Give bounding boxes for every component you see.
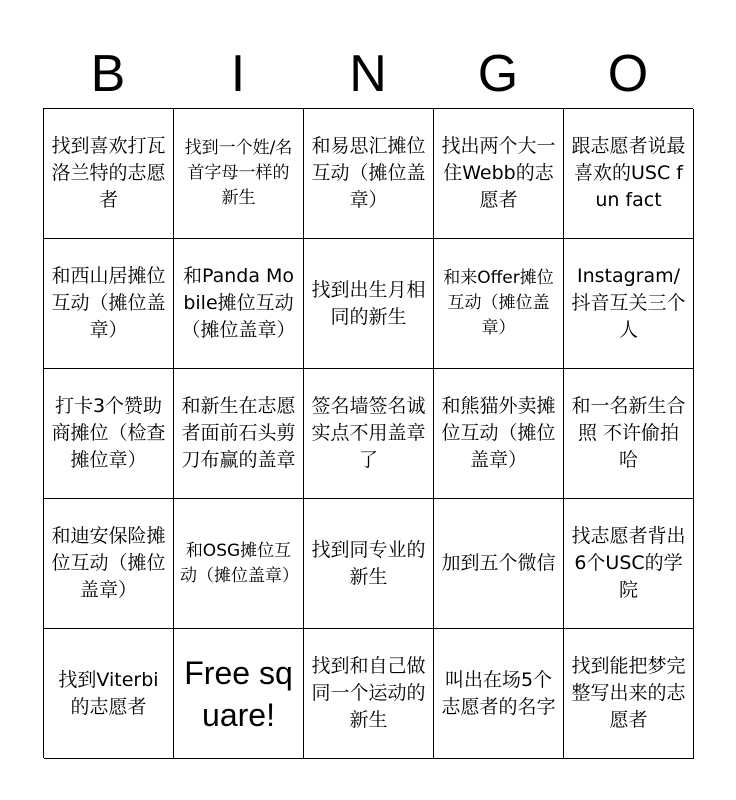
cell-text: 叫出在场5个志愿者的名字 (441, 668, 556, 718)
cell-text: 和迪安保险摊位互动（摊位盖章） (51, 525, 166, 601)
bingo-cell-r5-c5[interactable] (564, 629, 694, 759)
cell-text: 签名墙签名诚实点不用盖章了 (311, 395, 426, 471)
cell-text: 和新生在志愿者面前石头剪刀布赢的盖章 (181, 395, 296, 471)
bingo-cell-r2-c5[interactable] (564, 239, 694, 369)
cell-text: Instagram/抖音互关三个人 (571, 265, 686, 341)
bingo-cell-r4-c2[interactable] (174, 499, 304, 629)
cell-text: 加到五个微信 (441, 552, 556, 574)
bingo-cell-r5-c1[interactable] (44, 629, 174, 759)
cell-text: 找到出生月相同的新生 (311, 278, 426, 328)
header-letter-g: G (477, 45, 519, 103)
cell-text: 和Panda Mobile摊位互动（摊位盖章） (181, 265, 296, 341)
bingo-cell-r2-c1[interactable] (44, 239, 174, 369)
bingo-cell-r5-c3[interactable] (304, 629, 434, 759)
bingo-header (43, 40, 693, 108)
header-letter-i: I (230, 45, 246, 103)
cell-text: 找到一个姓/名首字母一样的新生 (184, 138, 293, 208)
bingo-cell-r4-c5[interactable] (564, 499, 694, 629)
bingo-cell-r3-c3[interactable] (304, 369, 434, 499)
cell-text: 跟志愿者说最喜欢的USC fun fact (571, 135, 686, 211)
cell-text: 找到和自己做同一个运动的新生 (311, 655, 426, 731)
bingo-cell-r4-c1[interactable] (44, 499, 174, 629)
bingo-cell-r1-c1[interactable] (44, 109, 174, 239)
bingo-grid (43, 108, 693, 758)
cell-text: 找到喜欢打瓦洛兰特的志愿者 (51, 135, 166, 211)
bingo-cell-r3-c2[interactable] (174, 369, 304, 499)
bingo-cell-r2-c4[interactable] (434, 239, 564, 369)
cell-text: 找到同专业的新生 (311, 538, 426, 588)
bingo-cell-r3-c4[interactable] (434, 369, 564, 499)
cell-text: 和易思汇摊位互动（摊位盖章） (311, 135, 426, 211)
bingo-cell-r1-c3[interactable] (304, 109, 434, 239)
cell-text: 和一名新生合照 不许偷拍哈 (571, 395, 686, 471)
bingo-cell-r1-c4[interactable] (434, 109, 564, 239)
bingo-cell-r2-c2[interactable] (174, 239, 304, 369)
bingo-cell-r1-c2[interactable] (174, 109, 304, 239)
cell-text: 找志愿者背出6个USC的学院 (571, 525, 686, 601)
bingo-cell-r2-c3[interactable] (304, 239, 434, 369)
bingo-cell-r1-c5[interactable] (564, 109, 694, 239)
header-letter-n: N (349, 45, 387, 103)
cell-text: 和来Offer摊位互动（摊位盖章） (443, 268, 554, 338)
cell-text: 打卡3个赞助商摊位（检查摊位章） (51, 395, 166, 471)
cell-text: 和西山居摊位互动（摊位盖章） (51, 265, 166, 341)
free-square-cell[interactable] (174, 629, 304, 759)
bingo-cell-r3-c1[interactable] (44, 369, 174, 499)
cell-text: 找出两个大一住Webb的志愿者 (441, 135, 556, 211)
free-square-text: Free square! (184, 654, 293, 733)
bingo-cell-r4-c4[interactable] (434, 499, 564, 629)
header-letter-o: O (607, 45, 649, 103)
cell-text: 找到能把梦完整写出来的志愿者 (571, 655, 686, 731)
header-letter-b: B (90, 45, 126, 103)
bingo-cell-r5-c4[interactable] (434, 629, 564, 759)
cell-text: 找到Viterbi的志愿者 (58, 668, 159, 718)
bingo-cell-r4-c3[interactable] (304, 499, 434, 629)
bingo-cell-r3-c5[interactable] (564, 369, 694, 499)
cell-text: 和熊猫外卖摊位互动（摊位盖章） (441, 395, 556, 471)
cell-text: 和OSG摊位互动（摊位盖章） (180, 540, 299, 586)
